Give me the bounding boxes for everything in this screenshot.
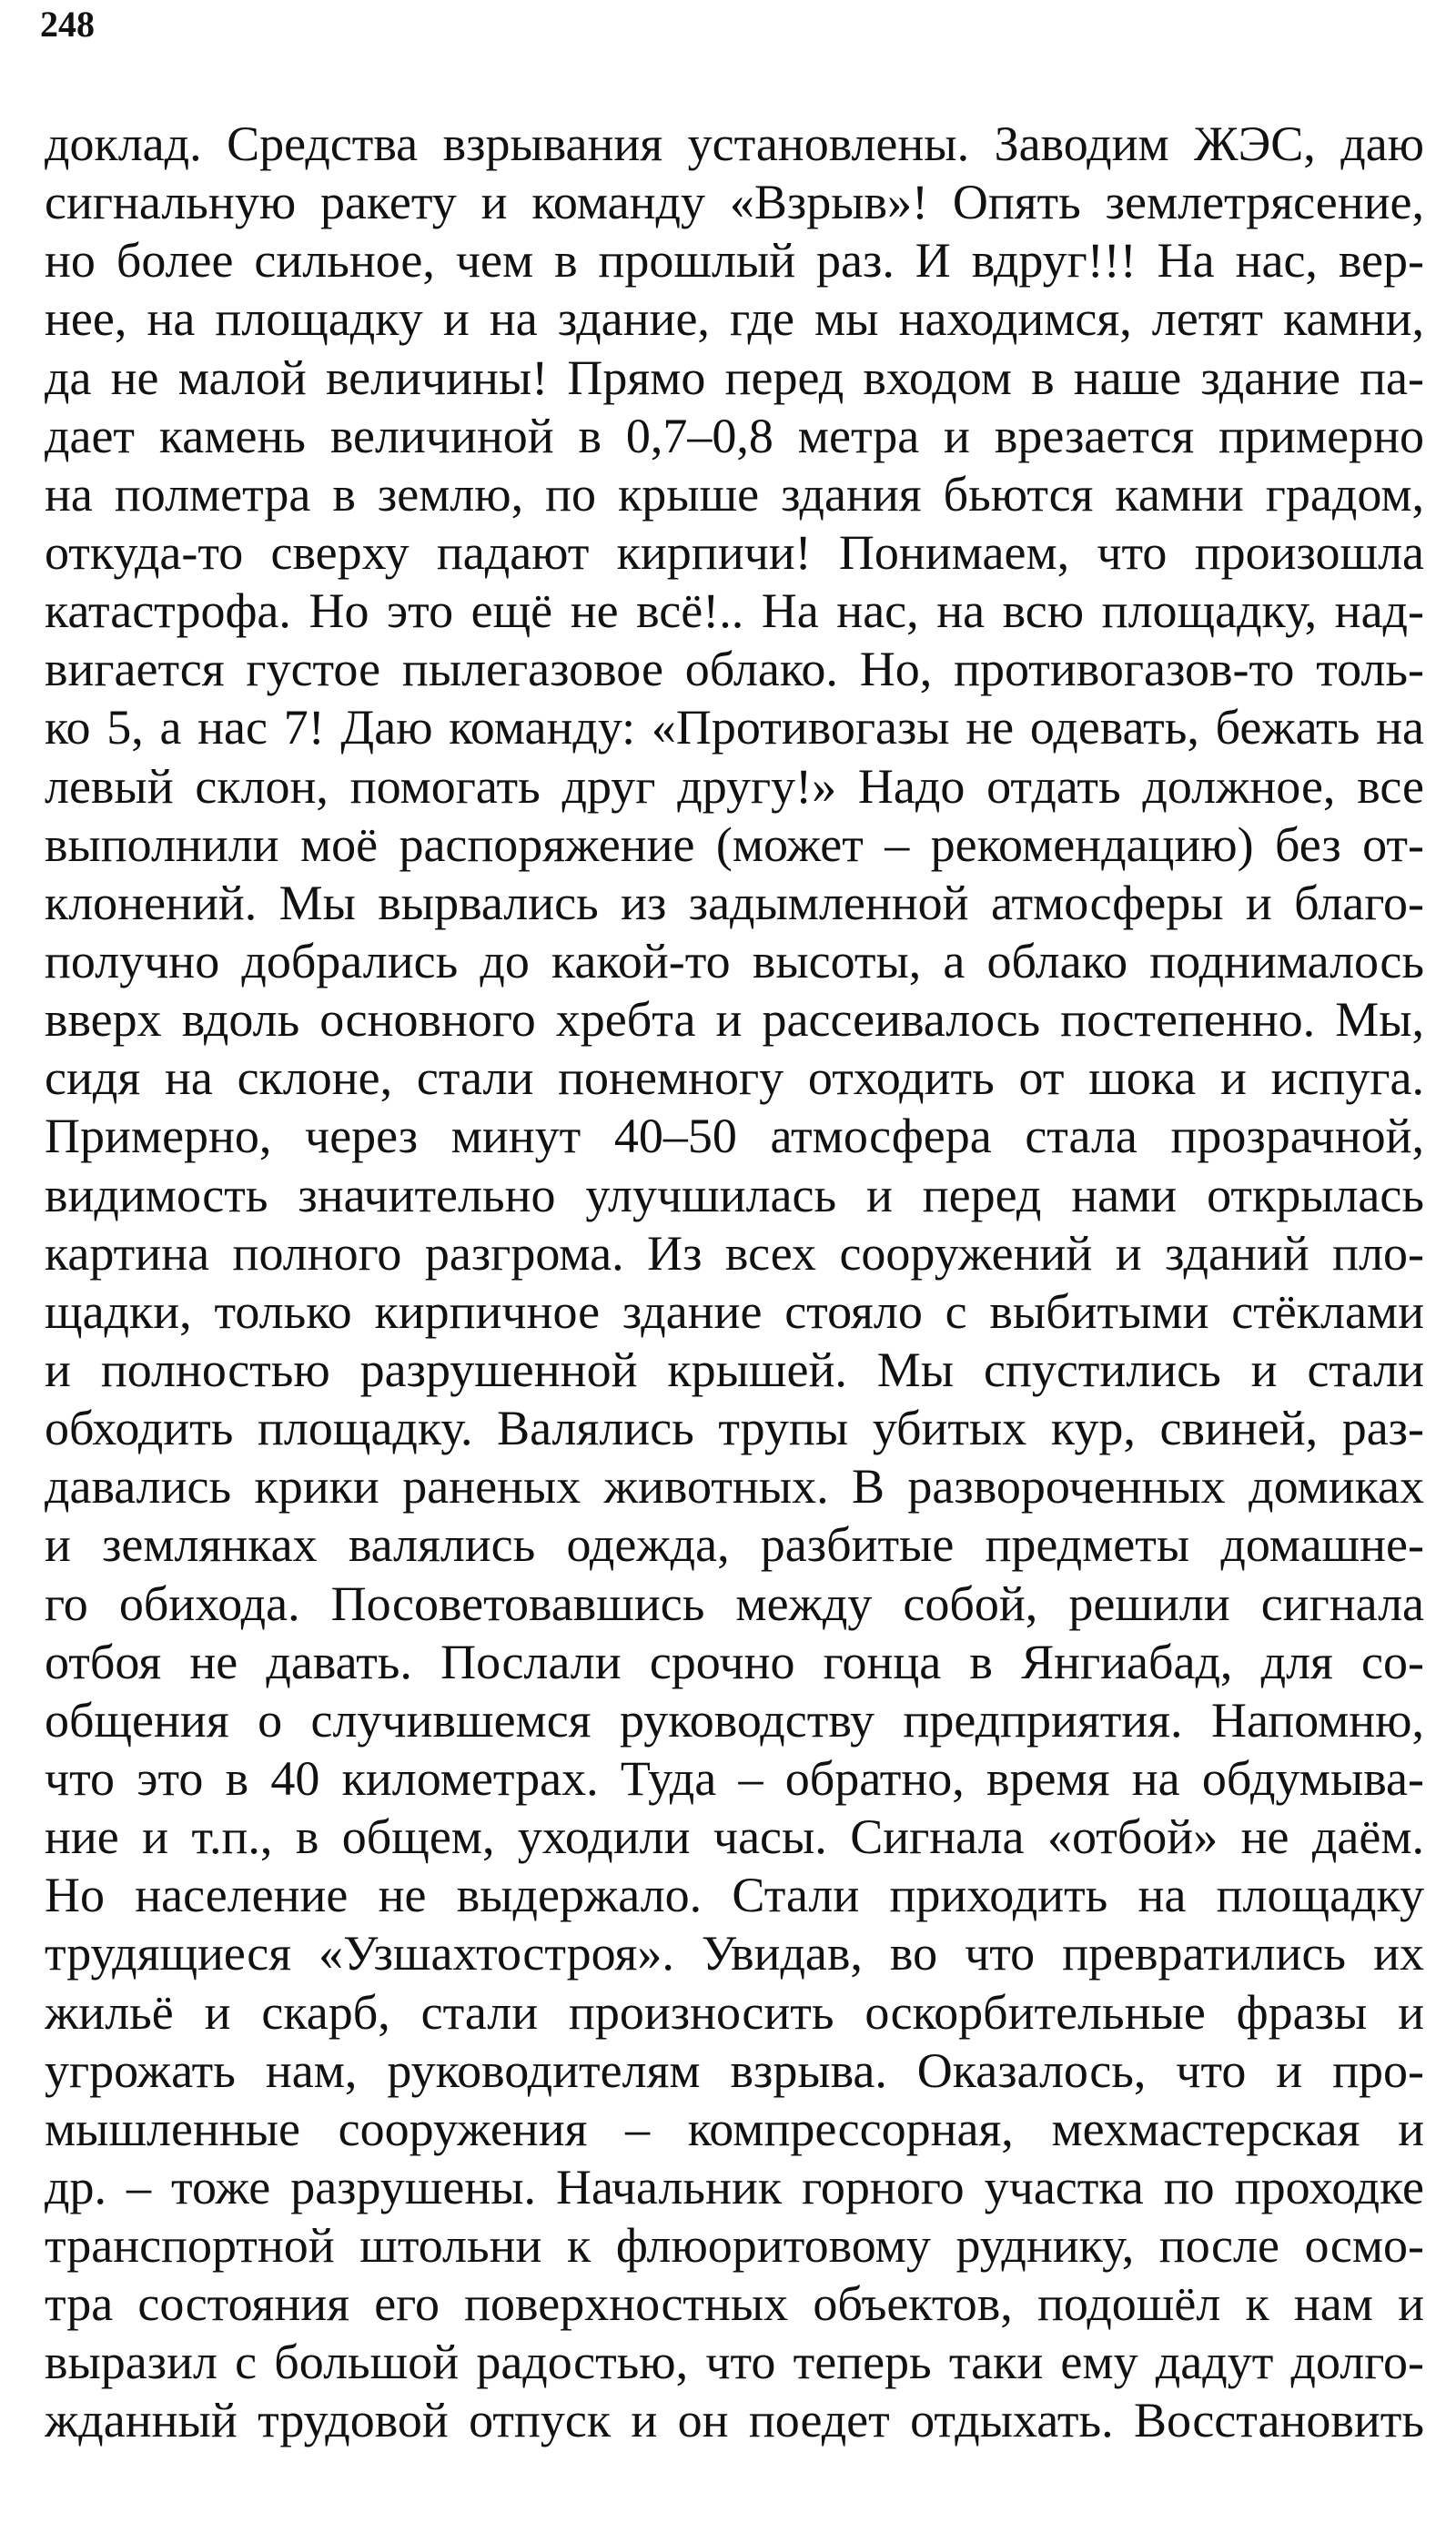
text-line: выполнили моё распоряжение (может – рекомендацию) без от- — [45, 816, 1424, 872]
text-line: откуда-то сверху падают кирпичи! Понимаем, что произошла — [45, 524, 1424, 580]
text-line: но более сильное, чем в прошлый раз. И вдруг!!! На нас, вер- — [45, 233, 1424, 289]
text-line: клонений. Мы вырвались из задымленной атмосферы и благо- — [45, 875, 1424, 930]
text-line: щадки, только кирпичное здание стояло с выбитыми стёклами — [45, 1283, 1424, 1339]
text-line: сидя на склоне, стали понемногу отходить от шока и испуга. — [45, 1050, 1424, 1106]
text-line: получно добрались до какой-то высоты, а облако поднималось — [45, 933, 1424, 988]
text-line: жданный трудовой отпуск и он поедет отдыхать. Восстановить — [45, 2393, 1424, 2448]
text-line: угрожать нам, руководителям взрыва. Оказалось, что и про- — [45, 2042, 1424, 2098]
text-line: отбоя не давать. Послали срочно гонца в Янгиабад, для со- — [45, 1634, 1424, 1689]
text-line: на полметра в землю, по крыше здания бьются камни градом, — [45, 466, 1424, 522]
text-line: катастрофа. Но это ещё не всё!.. На нас, на всю площадку, над- — [45, 583, 1424, 639]
body-text — [45, 115, 1424, 2450]
text-line: дает камень величиной в 0,7–0,8 метра и врезается примерно — [45, 408, 1424, 463]
text-line: жильё и скарб, стали произносить оскорбительные фразы и — [45, 1984, 1424, 2040]
text-line: транспортной штольни к флюоритовому руднику, после осмо- — [45, 2218, 1424, 2274]
text-line: и полностью разрушенной крышей. Мы спустились и стали — [45, 1342, 1424, 1397]
text-line: да не малой величины! Прямо перед входом в наше здание па- — [45, 350, 1424, 405]
text-line: сигнальную ракету и команду «Взрыв»! Опять землетрясение, — [45, 175, 1424, 230]
text-line: видимость значительно улучшилась и перед нами открылась — [45, 1167, 1424, 1222]
text-line: тра состояния его поверхностных объектов, подошёл к нам и — [45, 2276, 1424, 2332]
text-line: ние и т.п., в общем, уходили часы. Сигнала «отбой» не даём. — [45, 1809, 1424, 1865]
text-line: Примерно, через минут 40–50 атмосфера стала прозрачной, — [45, 1109, 1424, 1164]
text-line: выразил с большой радостью, что теперь таки ему дадут долго- — [45, 2335, 1424, 2390]
text-line: картина полного разгрома. Из всех сооружений и зданий пло- — [45, 1225, 1424, 1281]
text-line: и землянках валялись одежда, разбитые предметы домашне- — [45, 1517, 1424, 1573]
text-line: что это в 40 километрах. Туда – обратно, время на обдумыва- — [45, 1750, 1424, 1806]
text-line: мышленные сооружения – компрессорная, мехмастерская и — [45, 2101, 1424, 2156]
text-line: трудящиеся «Узшахтостроя». Увидав, во что превратились их — [45, 1926, 1424, 1981]
text-line: обходить площадку. Валялись трупы убитых кур, свиней, раз- — [45, 1401, 1424, 1456]
text-line: др. – тоже разрушены. Начальник горного участка по проходке — [45, 2159, 1424, 2214]
page-number: 248 — [40, 4, 95, 45]
text-line: вверх вдоль основного хребта и рассеивалось постепенно. Мы, — [45, 992, 1424, 1048]
text-line: го обихода. Посоветовавшись между собой, решили сигнала — [45, 1576, 1424, 1631]
text-line: вигается густое пылегазовое облако. Но, противогазов-то толь- — [45, 642, 1424, 697]
text-line: нее, на площадку и на здание, где мы находимся, летят камни, — [45, 291, 1424, 347]
text-line: левый склон, помогать друг другу!» Надо отдать должное, все — [45, 758, 1424, 814]
text-line: Но население не выдержало. Стали приходить на площадку — [45, 1868, 1424, 1923]
text-line: общения о случившемся руководству предприятия. Напомню, — [45, 1692, 1424, 1748]
text-line: ко 5, а нас 7! Даю команду: «Противогазы не одевать, бежать на — [45, 700, 1424, 755]
text-line: доклад. Средства взрывания установлены. Заводим ЖЭС, даю — [45, 117, 1424, 171]
text-line: давались крики раненых животных. В развороченных домиках — [45, 1459, 1424, 1515]
